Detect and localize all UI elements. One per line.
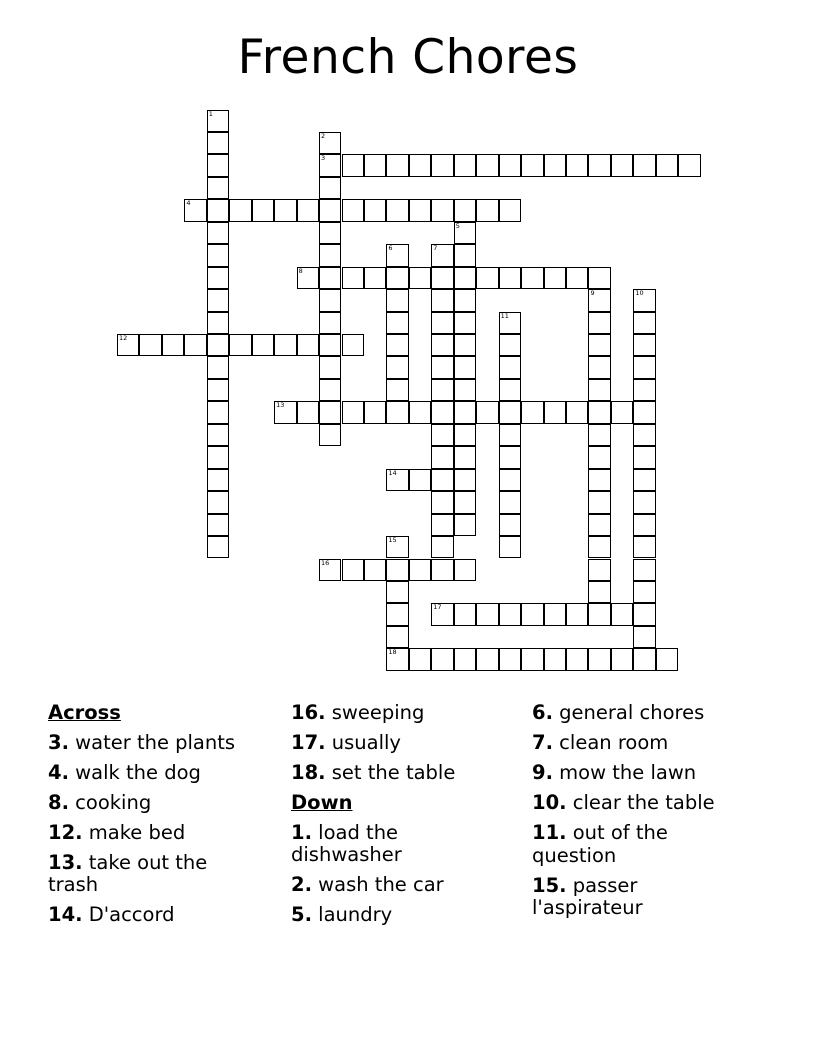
- grid-cell[interactable]: [386, 559, 408, 581]
- grid-cell[interactable]: [319, 334, 341, 356]
- grid-cell[interactable]: [319, 559, 341, 581]
- grid-cell[interactable]: [207, 110, 229, 132]
- grid-cell[interactable]: [342, 154, 364, 176]
- grid-cell[interactable]: [499, 379, 521, 401]
- grid-cell[interactable]: [319, 177, 341, 199]
- grid-cell[interactable]: [431, 154, 453, 176]
- grid-cell[interactable]: [588, 648, 610, 670]
- grid-cell[interactable]: [454, 514, 476, 536]
- grid-cell[interactable]: [274, 401, 296, 423]
- grid-cell[interactable]: [633, 469, 655, 491]
- grid-cell[interactable]: [499, 199, 521, 221]
- grid-cell[interactable]: [544, 401, 566, 423]
- grid-cell[interactable]: [386, 379, 408, 401]
- grid-cell[interactable]: [499, 154, 521, 176]
- grid-cell[interactable]: [319, 132, 341, 154]
- grid-cell[interactable]: [588, 536, 610, 558]
- clue-item: [48, 852, 263, 897]
- grid-cell[interactable]: [431, 267, 453, 289]
- grid-cell[interactable]: [588, 356, 610, 378]
- grid-cell[interactable]: [633, 514, 655, 536]
- grid-cell[interactable]: [207, 199, 229, 221]
- grid-cell[interactable]: [207, 244, 229, 266]
- clue-item-number: 14.: [48, 903, 83, 926]
- clue-item-text: clean room: [552, 731, 669, 754]
- clue-item-number: 10.: [532, 791, 567, 814]
- grid-cell[interactable]: [656, 648, 678, 670]
- across-clues: [48, 732, 263, 927]
- clue-column-1: [48, 702, 263, 934]
- grid-cell[interactable]: [431, 491, 453, 513]
- grid-cell[interactable]: [229, 334, 251, 356]
- grid-cell[interactable]: [476, 199, 498, 221]
- grid-cell[interactable]: [499, 424, 521, 446]
- clue-item-text: set the table: [325, 761, 456, 784]
- grid-cell[interactable]: [207, 267, 229, 289]
- grid-cell[interactable]: [431, 401, 453, 423]
- grid-cell[interactable]: [431, 603, 453, 625]
- grid-cell[interactable]: [207, 289, 229, 311]
- grid-cell[interactable]: [633, 581, 655, 603]
- grid-cell[interactable]: [476, 154, 498, 176]
- grid-cell[interactable]: [633, 424, 655, 446]
- grid-cell[interactable]: [297, 401, 319, 423]
- grid-cell[interactable]: [633, 559, 655, 581]
- grid-cell[interactable]: [566, 648, 588, 670]
- grid-cell[interactable]: [431, 289, 453, 311]
- grid-cell[interactable]: [297, 199, 319, 221]
- grid-cell[interactable]: [588, 446, 610, 468]
- grid-cell[interactable]: [499, 514, 521, 536]
- grid-cell[interactable]: [364, 401, 386, 423]
- clue-item: [532, 792, 747, 815]
- across-header: Across: [48, 701, 121, 724]
- grid-cell[interactable]: [431, 379, 453, 401]
- grid-cell[interactable]: [454, 222, 476, 244]
- grid-cell[interactable]: [386, 469, 408, 491]
- grid-cell[interactable]: [454, 648, 476, 670]
- clue-item: [532, 762, 747, 785]
- grid-cell[interactable]: [319, 154, 341, 176]
- clue-item-number: 5.: [291, 903, 312, 926]
- grid-cell[interactable]: [454, 491, 476, 513]
- clue-item-number: 16.: [291, 701, 326, 724]
- clue-item: [291, 822, 506, 867]
- grid-cell[interactable]: [117, 334, 139, 356]
- grid-cell[interactable]: [274, 334, 296, 356]
- grid-cell[interactable]: [544, 603, 566, 625]
- grid-cell[interactable]: [454, 379, 476, 401]
- clue-item-text: wash the car: [311, 873, 444, 896]
- down-header: Down: [291, 791, 353, 814]
- clue-number: 5: [455, 221, 460, 230]
- clue-number: 9: [590, 289, 595, 298]
- grid-cell[interactable]: [633, 401, 655, 423]
- clue-item-number: 17.: [291, 731, 326, 754]
- grid-cell[interactable]: [431, 536, 453, 558]
- grid-cell[interactable]: [386, 356, 408, 378]
- grid-cell[interactable]: [297, 334, 319, 356]
- grid-cell[interactable]: [454, 424, 476, 446]
- grid-cell[interactable]: [409, 469, 431, 491]
- clue-number: 3: [321, 154, 326, 163]
- grid-cell[interactable]: [499, 334, 521, 356]
- grid-cell[interactable]: [633, 289, 655, 311]
- grid-cell[interactable]: [476, 648, 498, 670]
- grid-cell[interactable]: [588, 469, 610, 491]
- grid-cell[interactable]: [409, 267, 431, 289]
- clue-item-text: clear the table: [566, 791, 715, 814]
- grid-cell[interactable]: [521, 648, 543, 670]
- grid-cell[interactable]: [409, 648, 431, 670]
- grid-cell[interactable]: [386, 199, 408, 221]
- grid-cell[interactable]: [364, 559, 386, 581]
- grid-cell[interactable]: [274, 199, 296, 221]
- grid-cell[interactable]: [611, 603, 633, 625]
- grid-cell[interactable]: [611, 648, 633, 670]
- clue-item-text: mow the lawn: [552, 761, 697, 784]
- clue-item: [532, 702, 747, 725]
- clue-item-text: usually: [325, 731, 401, 754]
- grid-cell[interactable]: [342, 401, 364, 423]
- grid-cell[interactable]: [476, 267, 498, 289]
- clue-item-number: 12.: [48, 820, 83, 844]
- clue-item-number: 9.: [532, 761, 553, 784]
- clue-item-number: 1.: [291, 820, 312, 844]
- grid-cell[interactable]: [454, 154, 476, 176]
- grid-cell[interactable]: [386, 244, 408, 266]
- clue-item-text: D'accord: [82, 903, 175, 926]
- grid-cell[interactable]: [431, 312, 453, 334]
- grid-cell[interactable]: [386, 154, 408, 176]
- grid-cell[interactable]: [521, 154, 543, 176]
- grid-cell[interactable]: [499, 356, 521, 378]
- clue-item-number: 18.: [291, 761, 326, 784]
- grid-cell[interactable]: [364, 199, 386, 221]
- clue-item: [48, 904, 263, 927]
- grid-cell[interactable]: [431, 356, 453, 378]
- grid-cell[interactable]: [454, 312, 476, 334]
- grid-cell[interactable]: [633, 491, 655, 513]
- grid-cell[interactable]: [207, 514, 229, 536]
- grid-cell[interactable]: [633, 379, 655, 401]
- grid-cell[interactable]: [184, 199, 206, 221]
- grid-cell[interactable]: [633, 446, 655, 468]
- clue-item-text: water the plants: [68, 730, 236, 754]
- grid-cell[interactable]: [409, 559, 431, 581]
- clue-item-number: 6.: [532, 701, 553, 724]
- grid-cell[interactable]: [207, 446, 229, 468]
- grid-cell[interactable]: [656, 154, 678, 176]
- grid-cell[interactable]: [342, 199, 364, 221]
- clue-item-number: 7.: [532, 731, 553, 754]
- clue-number: 1: [208, 109, 213, 118]
- clue-item-text: passer l'aspirateur: [532, 873, 643, 919]
- grid-cell[interactable]: [454, 199, 476, 221]
- grid-cell[interactable]: [409, 199, 431, 221]
- grid-cell[interactable]: [521, 401, 543, 423]
- grid-cell[interactable]: [207, 312, 229, 334]
- grid-cell[interactable]: [588, 312, 610, 334]
- clue-item-number: 13.: [48, 850, 83, 874]
- grid-cell[interactable]: [544, 267, 566, 289]
- grid-cell[interactable]: [207, 222, 229, 244]
- grid-cell[interactable]: [588, 267, 610, 289]
- grid-cell[interactable]: [319, 199, 341, 221]
- grid-cell[interactable]: [588, 581, 610, 603]
- clue-number: 7: [433, 244, 438, 253]
- grid-cell[interactable]: [633, 356, 655, 378]
- grid-cell[interactable]: [566, 603, 588, 625]
- grid-cell[interactable]: [566, 267, 588, 289]
- grid-cell[interactable]: [139, 334, 161, 356]
- grid-cell[interactable]: [499, 312, 521, 334]
- grid-cell[interactable]: [319, 289, 341, 311]
- grid-cell[interactable]: [431, 559, 453, 581]
- grid-cell[interactable]: [454, 244, 476, 266]
- clue-item-number: 2.: [291, 873, 312, 896]
- clue-item: [291, 762, 506, 785]
- grid-cell[interactable]: [431, 469, 453, 491]
- grid-cell[interactable]: [454, 334, 476, 356]
- grid-cell[interactable]: [184, 334, 206, 356]
- grid-cell[interactable]: [454, 559, 476, 581]
- clue-item: [532, 822, 747, 867]
- grid-cell[interactable]: [499, 446, 521, 468]
- grid-cell[interactable]: [431, 199, 453, 221]
- grid-cell[interactable]: [342, 334, 364, 356]
- grid-cell[interactable]: [207, 536, 229, 558]
- clue-number: 14: [388, 468, 397, 477]
- grid-cell[interactable]: [207, 401, 229, 423]
- grid-cell[interactable]: [544, 154, 566, 176]
- grid-cell[interactable]: [207, 177, 229, 199]
- clue-item: [48, 792, 263, 815]
- grid-cell[interactable]: [431, 648, 453, 670]
- grid-cell[interactable]: [252, 334, 274, 356]
- grid-cell[interactable]: [207, 132, 229, 154]
- grid-cell[interactable]: [566, 154, 588, 176]
- grid-cell[interactable]: [319, 267, 341, 289]
- clue-item: [48, 822, 263, 845]
- grid-cell[interactable]: [207, 154, 229, 176]
- grid-cell[interactable]: [454, 401, 476, 423]
- clue-number: 2: [321, 131, 326, 140]
- grid-cell[interactable]: [386, 603, 408, 625]
- grid-cell[interactable]: [207, 379, 229, 401]
- grid-cell[interactable]: [588, 514, 610, 536]
- grid-cell[interactable]: [588, 289, 610, 311]
- grid-cell[interactable]: [476, 603, 498, 625]
- grid-cell[interactable]: [207, 356, 229, 378]
- clue-item: [532, 875, 747, 920]
- grid-cell[interactable]: [297, 267, 319, 289]
- grid-cell[interactable]: [499, 536, 521, 558]
- grid-cell[interactable]: [319, 222, 341, 244]
- grid-cell[interactable]: [386, 334, 408, 356]
- grid-cell[interactable]: [386, 581, 408, 603]
- clue-item-text: take out the trash: [48, 850, 208, 896]
- clue-item-text: laundry: [311, 903, 393, 926]
- grid-cell[interactable]: [319, 379, 341, 401]
- grid-cell[interactable]: [386, 626, 408, 648]
- clue-number: 15: [388, 536, 397, 545]
- grid-cell[interactable]: [386, 312, 408, 334]
- grid-cell[interactable]: [207, 334, 229, 356]
- grid-cell[interactable]: [633, 626, 655, 648]
- grid-cell[interactable]: [454, 469, 476, 491]
- clue-number: 10: [635, 289, 644, 298]
- grid-cell[interactable]: [431, 334, 453, 356]
- clue-item-number: 4.: [48, 760, 69, 784]
- clue-item: [291, 732, 506, 755]
- clue-item-number: 8.: [48, 790, 69, 814]
- grid-cell[interactable]: [207, 424, 229, 446]
- grid-cell[interactable]: [454, 289, 476, 311]
- clue-item: [291, 904, 506, 927]
- grid-cell[interactable]: [633, 312, 655, 334]
- grid-cell[interactable]: [588, 401, 610, 423]
- puzzle-title: French Chores: [237, 30, 579, 85]
- grid-cell[interactable]: [633, 154, 655, 176]
- grid-cell[interactable]: [252, 199, 274, 221]
- clue-item-number: 11.: [532, 821, 567, 844]
- clue-number: 18: [388, 648, 397, 657]
- grid-cell[interactable]: [207, 491, 229, 513]
- grid-cell[interactable]: [588, 603, 610, 625]
- grid-cell[interactable]: [499, 648, 521, 670]
- clue-number: 16: [321, 558, 330, 567]
- grid-cell[interactable]: [342, 559, 364, 581]
- grid-cell[interactable]: [431, 244, 453, 266]
- grid-cell[interactable]: [162, 334, 184, 356]
- grid-cell[interactable]: [229, 199, 251, 221]
- clue-item-text: sweeping: [325, 701, 425, 724]
- grid-cell[interactable]: [431, 514, 453, 536]
- grid-cell[interactable]: [678, 154, 700, 176]
- clue-number: 8: [298, 266, 303, 275]
- grid-cell[interactable]: [588, 379, 610, 401]
- grid-cell[interactable]: [319, 244, 341, 266]
- clue-item: [48, 762, 263, 785]
- clue-number: 11: [500, 311, 509, 320]
- clue-column-3: [532, 702, 747, 927]
- clue-item: [291, 874, 506, 897]
- grid-cell[interactable]: [431, 446, 453, 468]
- grid-cell[interactable]: [521, 603, 543, 625]
- grid-cell[interactable]: [588, 491, 610, 513]
- clue-number: 6: [388, 244, 393, 253]
- grid-cell[interactable]: [566, 401, 588, 423]
- grid-cell[interactable]: [386, 289, 408, 311]
- grid-cell[interactable]: [386, 401, 408, 423]
- grid-cell[interactable]: [588, 154, 610, 176]
- grid-cell[interactable]: [319, 356, 341, 378]
- grid-cell[interactable]: [319, 401, 341, 423]
- clue-column-2: [291, 702, 506, 934]
- grid-cell[interactable]: [521, 267, 543, 289]
- clue-item: [291, 702, 506, 725]
- grid-cell[interactable]: [364, 267, 386, 289]
- grid-cell[interactable]: [319, 312, 341, 334]
- grid-cell[interactable]: [588, 559, 610, 581]
- clue-number: 13: [276, 401, 285, 410]
- clue-item: [532, 732, 747, 755]
- grid-cell[interactable]: [633, 603, 655, 625]
- grid-cell[interactable]: [633, 536, 655, 558]
- grid-cell[interactable]: [364, 154, 386, 176]
- grid-cell[interactable]: [409, 401, 431, 423]
- clue-number: 17: [433, 603, 442, 612]
- grid-cell[interactable]: [454, 603, 476, 625]
- grid-cell[interactable]: [611, 154, 633, 176]
- grid-cell[interactable]: [207, 469, 229, 491]
- grid-cell[interactable]: [454, 356, 476, 378]
- grid-cell[interactable]: [454, 446, 476, 468]
- grid-cell[interactable]: [633, 334, 655, 356]
- grid-cell[interactable]: [588, 334, 610, 356]
- grid-cell[interactable]: [499, 603, 521, 625]
- across-clues-continued: [291, 702, 506, 785]
- grid-cell[interactable]: [633, 648, 655, 670]
- grid-cell[interactable]: [454, 267, 476, 289]
- down-clues-continued: [532, 702, 747, 920]
- clue-item-number: 15.: [532, 873, 567, 897]
- clue-item-text: walk the dog: [68, 760, 201, 784]
- grid-cell[interactable]: [544, 648, 566, 670]
- grid-cell[interactable]: [499, 491, 521, 513]
- clue-item-text: load the dishwasher: [291, 820, 402, 866]
- clue-item-number: 3.: [48, 730, 69, 754]
- grid-cell[interactable]: [611, 401, 633, 423]
- grid-cell[interactable]: [342, 267, 364, 289]
- grid-cell[interactable]: [386, 648, 408, 670]
- clue-item: [48, 732, 263, 755]
- clue-item-text: make bed: [82, 820, 186, 844]
- grid-cell[interactable]: [386, 267, 408, 289]
- grid-cell[interactable]: [588, 424, 610, 446]
- grid-cell[interactable]: [409, 154, 431, 176]
- clue-item-text: out of the question: [532, 821, 668, 867]
- clue-number: 4: [186, 199, 191, 208]
- grid-cell[interactable]: [431, 424, 453, 446]
- clue-item-text: general chores: [552, 701, 705, 724]
- grid-cell[interactable]: [386, 536, 408, 558]
- grid-cell[interactable]: [476, 401, 498, 423]
- grid-cell[interactable]: [319, 424, 341, 446]
- down-clues: [291, 822, 506, 927]
- clue-number: 12: [119, 334, 128, 342]
- grid-cell[interactable]: [499, 267, 521, 289]
- clue-item-text: cooking: [68, 790, 152, 814]
- grid-cell[interactable]: [499, 469, 521, 491]
- grid-cell[interactable]: [499, 401, 521, 423]
